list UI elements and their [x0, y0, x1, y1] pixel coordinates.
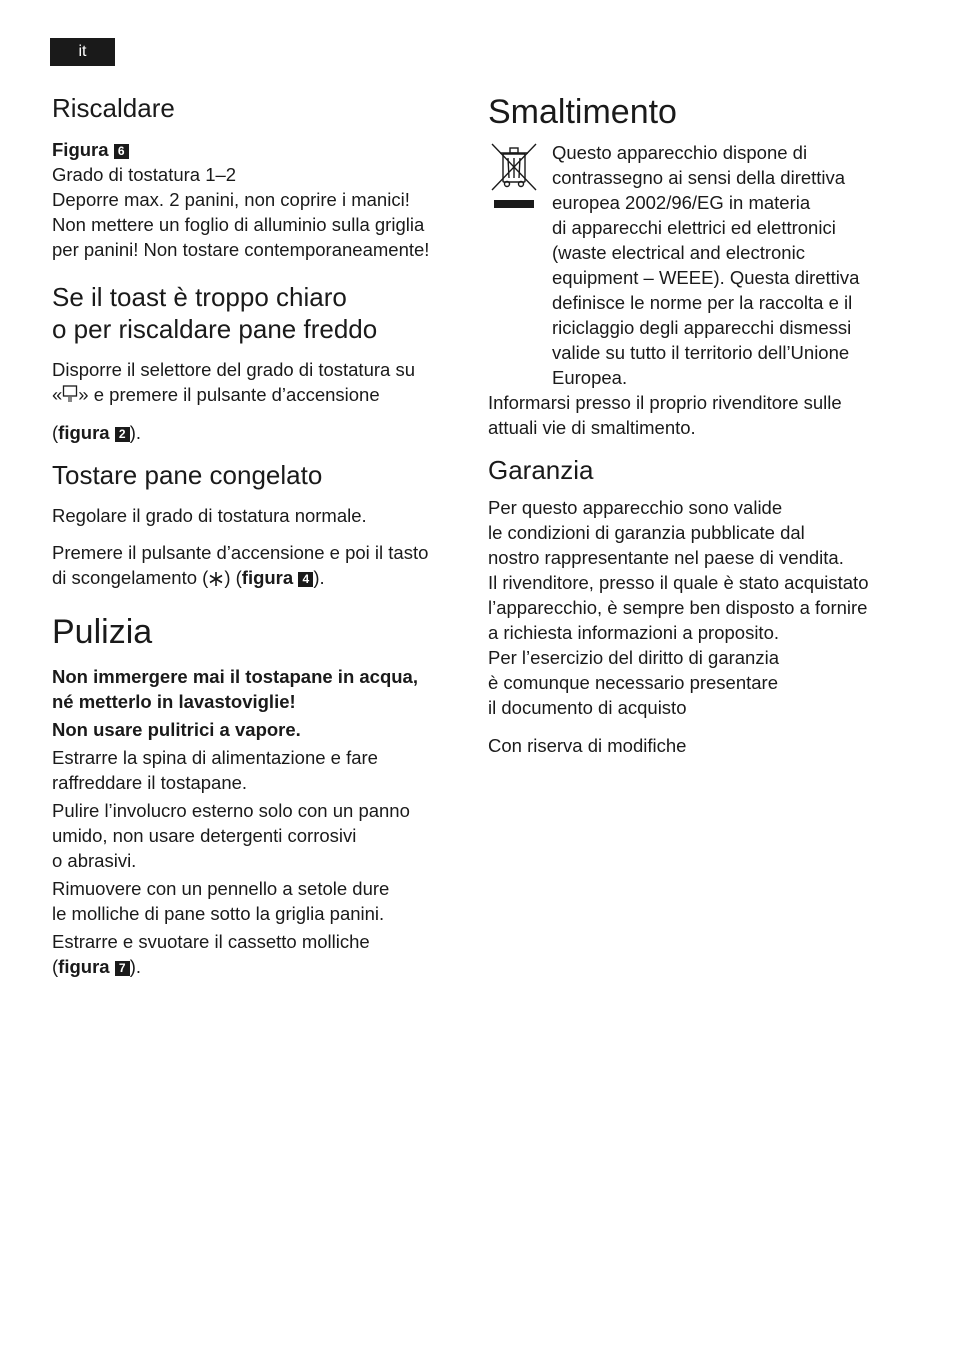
weee-line: europea 2002/96/EG in materia [552, 192, 811, 213]
heading-congelato: Tostare pane congelato [52, 460, 323, 490]
figura-ref [52, 137, 462, 162]
weee-text [552, 140, 908, 390]
pulizia-p2-line-1: Pulire l’involucro esterno solo con un panno [52, 800, 410, 821]
heading-riscaldare: Riscaldare [52, 93, 175, 123]
garanzia-line: Per questo apparecchio sono valide [488, 497, 783, 518]
figura-label: figura [241, 567, 294, 588]
congelato-p1: Regolare il grado di tostatura normale. [52, 505, 367, 526]
garanzia-line: le condizioni di garanzia pubblicate dal [488, 522, 805, 543]
garanzia-line: il documento di acquisto [488, 697, 687, 718]
chiaro-figura-ref: (figura 2 ). [52, 422, 142, 443]
pulizia-warning-1-line-1: Non immergere mai il tostapane in acqua, [52, 666, 418, 687]
chiaro-line-2 [52, 382, 462, 410]
riscaldare-line-2: Deporre max. 2 panini, non coprire i manici! [52, 189, 410, 210]
weee-line: riciclaggio degli apparecchi dismessi [552, 317, 852, 338]
weee-line: contrassegno ai sensi della direttiva [552, 167, 846, 188]
riscaldare-line-1: Grado di tostatura 1–2 [52, 164, 237, 185]
heading-garanzia: Garanzia [488, 455, 594, 485]
garanzia-line: a richiesta informazioni a proposito. [488, 622, 780, 643]
pulizia-p1-line-2: raffreddare il tostapane. [52, 772, 248, 793]
figure-number-badge: 2 [115, 427, 130, 442]
weee-block [488, 140, 908, 390]
figura-label: figura [58, 422, 110, 443]
language-tab: it [50, 38, 115, 66]
chiaro-line-1: Disporre il selettore del grado di tostatura su [52, 359, 415, 380]
weee-line: di apparecchi elettrici ed elettronici [552, 217, 836, 238]
garanzia-line: Per l’esercizio del diritto di garanzia [488, 647, 779, 668]
weee-line: definisce le norme per la raccolta e il [552, 292, 853, 313]
bread-slice-icon [62, 382, 78, 410]
figure-number-badge: 6 [114, 144, 129, 159]
garanzia-line: nostro rappresentante nel paese di vendita. [488, 547, 844, 568]
garanzia-line: è comunque necessario presentare [488, 672, 779, 693]
pulizia-p2-line-2: umido, non usare detergenti corrosivi [52, 825, 357, 846]
congelato-p2-line-1: Premere il pulsante d’accensione e poi il tasto [52, 542, 429, 563]
figure-number-badge: 4 [298, 572, 313, 587]
right-column [488, 90, 908, 758]
figura-label: figura [58, 956, 110, 977]
riscaldare-line-3: Non mettere un foglio di alluminio sulla griglia [52, 214, 425, 235]
heading-smaltimento: Smaltimento [488, 93, 677, 131]
pulizia-p4-line-2: (figura 7 ). [52, 956, 142, 977]
defrost-snowflake-icon [208, 568, 224, 593]
weee-line: equipment – WEEE). Questa direttiva [552, 267, 860, 288]
quote-open: « [52, 384, 63, 405]
heading-chiaro-1: Se il toast è troppo chiaro [52, 282, 347, 312]
pulizia-p1-line-1: Estrarre la spina di alimentazione e fare [52, 747, 378, 768]
congelato-p2-line-2: di scongelamento ( ) (figura 4 ). [52, 565, 462, 593]
left-column [52, 90, 462, 979]
chiaro-line-2-text: » e premere il pulsante d’accensione [78, 384, 380, 405]
weee-line: (waste electrical and electronic [552, 242, 805, 263]
pulizia-p3-line-2: le molliche di pane sotto la griglia panini. [52, 903, 385, 924]
pulizia-p4-line-1: Estrarre e svuotare il cassetto molliche [52, 931, 370, 952]
pulizia-p3-line-1: Rimuovere con un pennello a setole dure [52, 878, 390, 899]
smaltimento-info-line-2: attuali vie di smaltimento. [488, 417, 696, 438]
weee-line: Questo apparecchio dispone di [552, 142, 808, 163]
pulizia-warning-2: Non usare pulitrici a vapore. [52, 719, 301, 740]
weee-line: Europea. [552, 367, 628, 388]
pulizia-warning-1-line-2: né metterlo in lavastoviglie! [52, 691, 296, 712]
weee-crossed-bin-icon [488, 140, 540, 212]
riscaldare-line-4: per panini! Non tostare contemporaneamente! [52, 239, 430, 260]
riserva-modifiche: Con riserva di modifiche [488, 735, 687, 756]
garanzia-line: l’apparecchio, è sempre ben disposto a fornire [488, 597, 868, 618]
smaltimento-info-line-1: Informarsi presso il proprio rivenditore sulle [488, 392, 842, 413]
heading-chiaro-2: o per riscaldare pane freddo [52, 314, 378, 344]
weee-line: valide su tutto il territorio dell’Unione [552, 342, 850, 363]
figure-number-badge: 7 [115, 961, 130, 976]
heading-pulizia: Pulizia [52, 613, 153, 651]
pulizia-p2-line-3: o abrasivi. [52, 850, 137, 871]
garanzia-line: Il rivenditore, presso il quale è stato acquistato [488, 572, 869, 593]
figura-label: Figura [52, 139, 109, 160]
